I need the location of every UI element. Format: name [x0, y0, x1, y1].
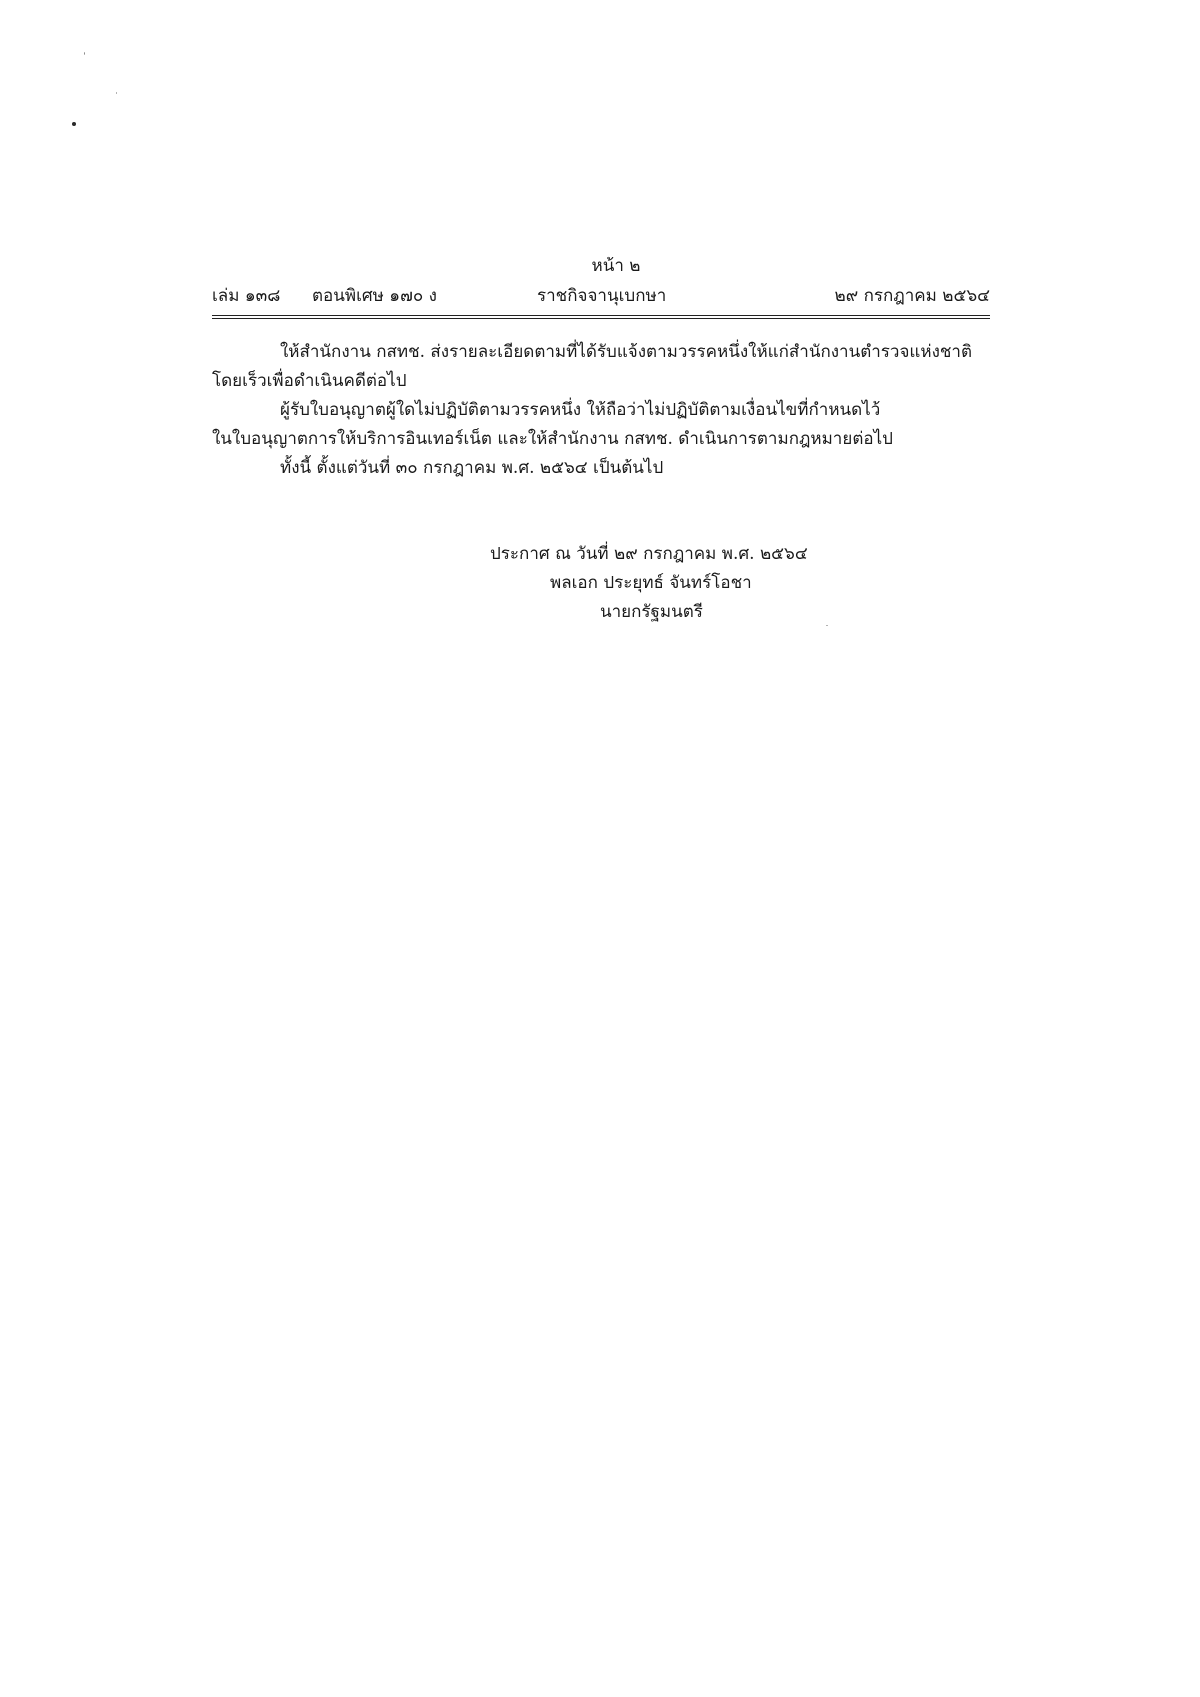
- journal-title: ราชกิจจานุเบกษา: [537, 286, 667, 306]
- signature-block: [490, 540, 910, 627]
- gazette-meta-row: [212, 283, 990, 309]
- signatory-title: นายกรัฐมนตรี: [600, 602, 703, 622]
- volume-label: เล่ม ๑๓๘: [212, 286, 281, 306]
- paragraph: โดยเร็วเพื่อดำเนินคดีต่อไป: [212, 371, 407, 391]
- signatory-name: พลเอก ประยุทธ์ จันทร์โอชา: [550, 573, 752, 593]
- announcement-body: [212, 338, 990, 483]
- publication-date: ๒๙ กรกฎาคม ๒๕๖๔: [834, 286, 990, 306]
- issue-label: ตอนพิเศษ ๑๗๐ ง: [312, 286, 437, 306]
- header-rule: [212, 315, 990, 319]
- scan-speck: [116, 92, 117, 94]
- scan-speck: [72, 122, 76, 126]
- paragraph: ทั้งนี้ ตั้งแต่วันที่ ๓๐ กรกฎาคม พ.ศ. ๒๕๖๔ เป็นต้นไป: [280, 458, 664, 478]
- scan-speck: [84, 52, 85, 55]
- gazette-header: [212, 255, 990, 319]
- page-number: หน้า ๒: [591, 256, 641, 276]
- proclamation-date: ประกาศ ณ วันที่ ๒๙ กรกฎาคม พ.ศ. ๒๕๖๔: [490, 544, 808, 564]
- paragraph: ให้สำนักงาน กสทช. ส่งรายละเอียดตามที่ได้รับแจ้งตามวรรคหนึ่งให้แก่สำนักงานตำรวจแห่งชาติ: [280, 342, 973, 362]
- paragraph: ในใบอนุญาตการให้บริการอินเทอร์เน็ต และให้สำนักงาน กสทช. ดำเนินการตามกฎหมายต่อไป: [212, 429, 893, 449]
- paragraph: ผู้รับใบอนุญาตผู้ใดไม่ปฏิบัติตามวรรคหนึ่ง ให้ถือว่าไม่ปฏิบัติตามเงื่อนไขที่กำหนดไว้: [280, 400, 881, 420]
